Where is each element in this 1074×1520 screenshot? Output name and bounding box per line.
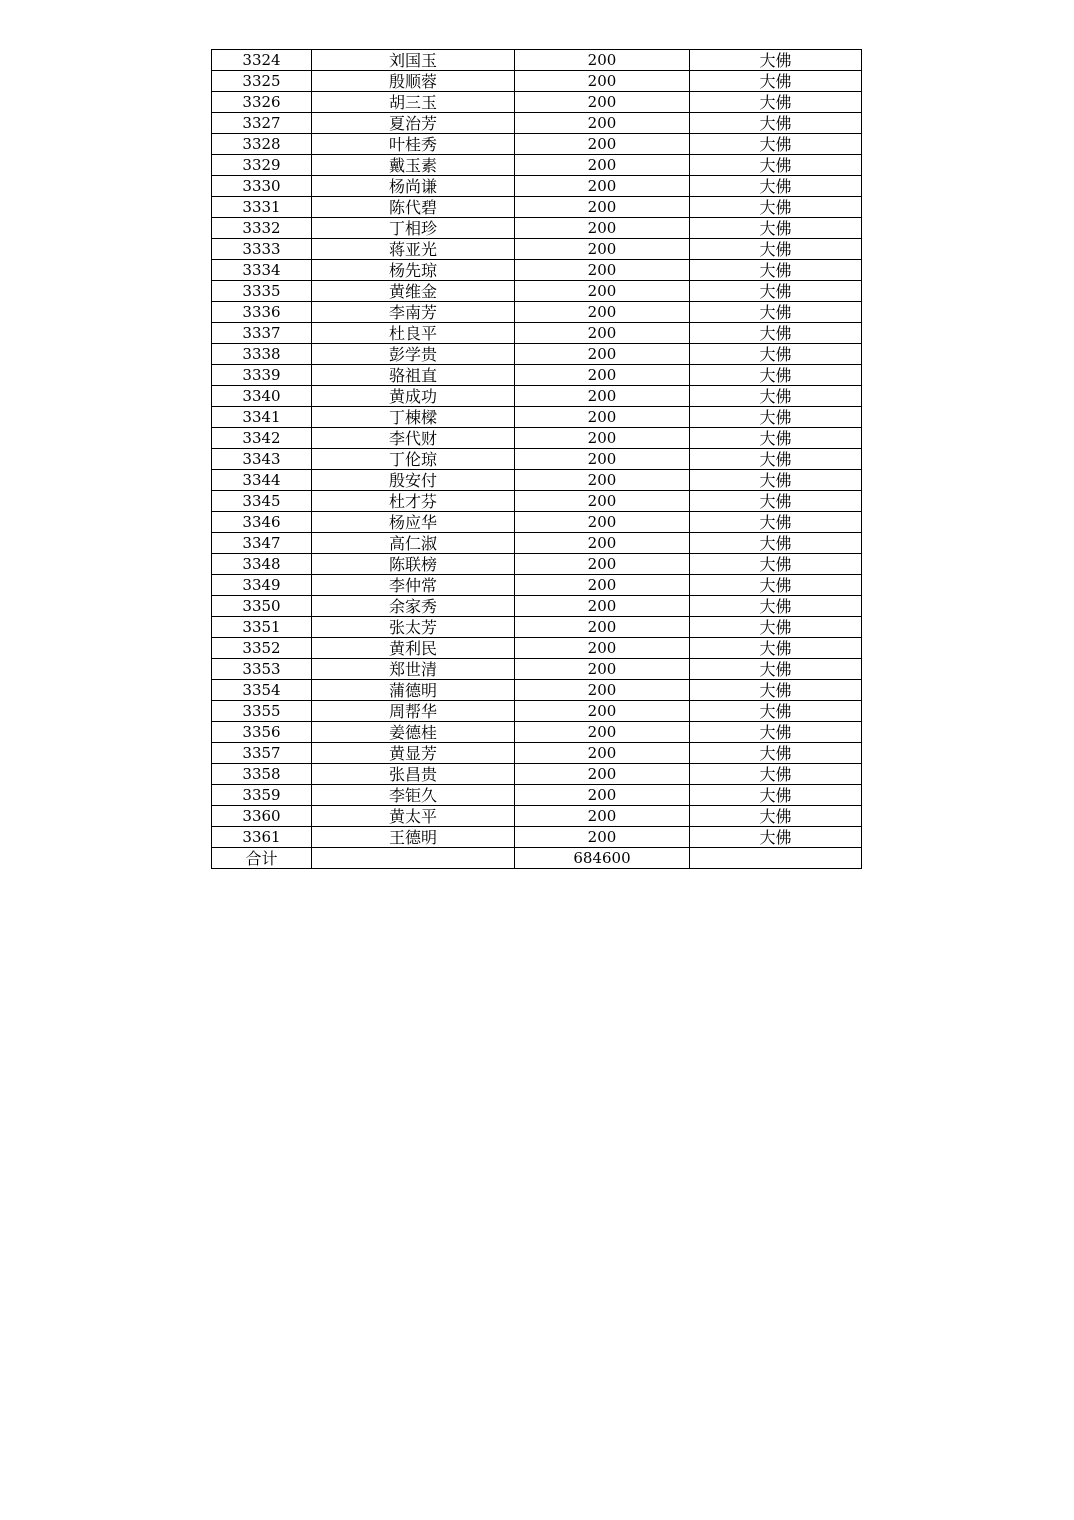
person-name-cell: 黄维金 xyxy=(312,281,515,302)
location-cell: 大佛 xyxy=(690,71,862,92)
table-row xyxy=(212,554,862,575)
table-row xyxy=(212,197,862,218)
person-name-cell: 蒋亚光 xyxy=(312,239,515,260)
table-row xyxy=(212,533,862,554)
row-number-cell: 3341 xyxy=(212,407,312,428)
row-number-cell: 3358 xyxy=(212,764,312,785)
table-row xyxy=(212,512,862,533)
location-cell: 大佛 xyxy=(690,701,862,722)
row-number-cell: 3332 xyxy=(212,218,312,239)
person-name-cell: 郑世清 xyxy=(312,659,515,680)
amount-cell: 200 xyxy=(515,260,690,281)
person-name-cell: 陈代碧 xyxy=(312,197,515,218)
location-cell: 大佛 xyxy=(690,302,862,323)
total-label: 合计 xyxy=(212,848,312,869)
person-name-cell: 杨应华 xyxy=(312,512,515,533)
table-row xyxy=(212,134,862,155)
row-number-cell: 3343 xyxy=(212,449,312,470)
row-number-cell: 3336 xyxy=(212,302,312,323)
location-cell: 大佛 xyxy=(690,596,862,617)
row-number-cell: 3361 xyxy=(212,827,312,848)
location-cell: 大佛 xyxy=(690,260,862,281)
location-cell: 大佛 xyxy=(690,134,862,155)
amount-cell: 200 xyxy=(515,50,690,71)
payment-table xyxy=(211,49,862,869)
amount-cell: 200 xyxy=(515,365,690,386)
total-name-cell xyxy=(312,848,515,869)
location-cell: 大佛 xyxy=(690,554,862,575)
amount-cell: 200 xyxy=(515,701,690,722)
amount-cell: 200 xyxy=(515,512,690,533)
total-location-cell xyxy=(690,848,862,869)
location-cell: 大佛 xyxy=(690,827,862,848)
person-name-cell: 杨尚谦 xyxy=(312,176,515,197)
table-row xyxy=(212,50,862,71)
row-number-cell: 3331 xyxy=(212,197,312,218)
table-row xyxy=(212,617,862,638)
row-number-cell: 3325 xyxy=(212,71,312,92)
amount-cell: 200 xyxy=(515,659,690,680)
location-cell: 大佛 xyxy=(690,659,862,680)
amount-cell: 200 xyxy=(515,827,690,848)
table-row xyxy=(212,218,862,239)
person-name-cell: 高仁淑 xyxy=(312,533,515,554)
table-row xyxy=(212,386,862,407)
row-number-cell: 3345 xyxy=(212,491,312,512)
location-cell: 大佛 xyxy=(690,365,862,386)
amount-cell: 200 xyxy=(515,134,690,155)
person-name-cell: 陈联榜 xyxy=(312,554,515,575)
row-number-cell: 3342 xyxy=(212,428,312,449)
amount-cell: 200 xyxy=(515,407,690,428)
table-body xyxy=(212,50,862,869)
row-number-cell: 3324 xyxy=(212,50,312,71)
table-row xyxy=(212,491,862,512)
row-number-cell: 3326 xyxy=(212,92,312,113)
amount-cell: 200 xyxy=(515,155,690,176)
location-cell: 大佛 xyxy=(690,512,862,533)
location-cell: 大佛 xyxy=(690,176,862,197)
row-number-cell: 3335 xyxy=(212,281,312,302)
table-row xyxy=(212,260,862,281)
person-name-cell: 黄太平 xyxy=(312,806,515,827)
amount-cell: 200 xyxy=(515,533,690,554)
amount-cell: 200 xyxy=(515,722,690,743)
location-cell: 大佛 xyxy=(690,407,862,428)
amount-cell: 200 xyxy=(515,680,690,701)
amount-cell: 200 xyxy=(515,92,690,113)
location-cell: 大佛 xyxy=(690,680,862,701)
person-name-cell: 张昌贵 xyxy=(312,764,515,785)
person-name-cell: 周帮华 xyxy=(312,701,515,722)
row-number-cell: 3327 xyxy=(212,113,312,134)
amount-cell: 200 xyxy=(515,617,690,638)
person-name-cell: 殷顺蓉 xyxy=(312,71,515,92)
table-row xyxy=(212,638,862,659)
amount-cell: 200 xyxy=(515,197,690,218)
table-row xyxy=(212,785,862,806)
amount-cell: 200 xyxy=(515,575,690,596)
row-number-cell: 3353 xyxy=(212,659,312,680)
location-cell: 大佛 xyxy=(690,239,862,260)
location-cell: 大佛 xyxy=(690,281,862,302)
table-row xyxy=(212,323,862,344)
person-name-cell: 殷安付 xyxy=(312,470,515,491)
table-row xyxy=(212,302,862,323)
person-name-cell: 李仲常 xyxy=(312,575,515,596)
table-row xyxy=(212,344,862,365)
person-name-cell: 夏治芳 xyxy=(312,113,515,134)
table-row xyxy=(212,827,862,848)
location-cell: 大佛 xyxy=(690,50,862,71)
person-name-cell: 丁伦琼 xyxy=(312,449,515,470)
row-number-cell: 3328 xyxy=(212,134,312,155)
location-cell: 大佛 xyxy=(690,722,862,743)
row-number-cell: 3340 xyxy=(212,386,312,407)
row-number-cell: 3334 xyxy=(212,260,312,281)
person-name-cell: 黄利民 xyxy=(312,638,515,659)
amount-cell: 200 xyxy=(515,596,690,617)
amount-cell: 200 xyxy=(515,239,690,260)
table-row xyxy=(212,155,862,176)
table-row xyxy=(212,239,862,260)
table-row xyxy=(212,92,862,113)
location-cell: 大佛 xyxy=(690,155,862,176)
location-cell: 大佛 xyxy=(690,533,862,554)
row-number-cell: 3338 xyxy=(212,344,312,365)
table-row xyxy=(212,428,862,449)
person-name-cell: 王德明 xyxy=(312,827,515,848)
row-number-cell: 3333 xyxy=(212,239,312,260)
person-name-cell: 杜才芬 xyxy=(312,491,515,512)
row-number-cell: 3346 xyxy=(212,512,312,533)
row-number-cell: 3348 xyxy=(212,554,312,575)
row-number-cell: 3354 xyxy=(212,680,312,701)
person-name-cell: 彭学贵 xyxy=(312,344,515,365)
table-row xyxy=(212,680,862,701)
table-row xyxy=(212,659,862,680)
row-number-cell: 3339 xyxy=(212,365,312,386)
person-name-cell: 蒲德明 xyxy=(312,680,515,701)
table-row xyxy=(212,71,862,92)
amount-cell: 200 xyxy=(515,71,690,92)
amount-cell: 200 xyxy=(515,281,690,302)
row-number-cell: 3355 xyxy=(212,701,312,722)
amount-cell: 200 xyxy=(515,344,690,365)
location-cell: 大佛 xyxy=(690,785,862,806)
amount-cell: 200 xyxy=(515,785,690,806)
location-cell: 大佛 xyxy=(690,806,862,827)
amount-cell: 200 xyxy=(515,428,690,449)
table-row xyxy=(212,449,862,470)
person-name-cell: 杨先琼 xyxy=(312,260,515,281)
amount-cell: 200 xyxy=(515,386,690,407)
amount-cell: 200 xyxy=(515,470,690,491)
location-cell: 大佛 xyxy=(690,617,862,638)
amount-cell: 200 xyxy=(515,113,690,134)
location-cell: 大佛 xyxy=(690,491,862,512)
row-number-cell: 3357 xyxy=(212,743,312,764)
table-row xyxy=(212,281,862,302)
amount-cell: 200 xyxy=(515,302,690,323)
row-number-cell: 3359 xyxy=(212,785,312,806)
person-name-cell: 骆祖直 xyxy=(312,365,515,386)
amount-cell: 200 xyxy=(515,638,690,659)
table-row xyxy=(212,596,862,617)
person-name-cell: 姜德桂 xyxy=(312,722,515,743)
person-name-cell: 刘国玉 xyxy=(312,50,515,71)
table-row xyxy=(212,575,862,596)
amount-cell: 200 xyxy=(515,743,690,764)
location-cell: 大佛 xyxy=(690,218,862,239)
amount-cell: 200 xyxy=(515,176,690,197)
table-row xyxy=(212,743,862,764)
row-number-cell: 3351 xyxy=(212,617,312,638)
amount-cell: 200 xyxy=(515,323,690,344)
table-row xyxy=(212,407,862,428)
table-row xyxy=(212,470,862,491)
total-amount: 684600 xyxy=(515,848,690,869)
person-name-cell: 李钜久 xyxy=(312,785,515,806)
location-cell: 大佛 xyxy=(690,197,862,218)
total-row xyxy=(212,848,862,869)
table-row xyxy=(212,113,862,134)
person-name-cell: 李代财 xyxy=(312,428,515,449)
person-name-cell: 李南芳 xyxy=(312,302,515,323)
person-name-cell: 丁棟樑 xyxy=(312,407,515,428)
location-cell: 大佛 xyxy=(690,428,862,449)
amount-cell: 200 xyxy=(515,806,690,827)
amount-cell: 200 xyxy=(515,449,690,470)
person-name-cell: 丁相珍 xyxy=(312,218,515,239)
location-cell: 大佛 xyxy=(690,344,862,365)
location-cell: 大佛 xyxy=(690,743,862,764)
amount-cell: 200 xyxy=(515,491,690,512)
person-name-cell: 余家秀 xyxy=(312,596,515,617)
person-name-cell: 叶桂秀 xyxy=(312,134,515,155)
row-number-cell: 3360 xyxy=(212,806,312,827)
table-row xyxy=(212,806,862,827)
person-name-cell: 戴玉素 xyxy=(312,155,515,176)
table-row xyxy=(212,764,862,785)
table-row xyxy=(212,722,862,743)
person-name-cell: 黄成功 xyxy=(312,386,515,407)
location-cell: 大佛 xyxy=(690,113,862,134)
location-cell: 大佛 xyxy=(690,470,862,491)
row-number-cell: 3330 xyxy=(212,176,312,197)
row-number-cell: 3349 xyxy=(212,575,312,596)
location-cell: 大佛 xyxy=(690,575,862,596)
person-name-cell: 张太芳 xyxy=(312,617,515,638)
amount-cell: 200 xyxy=(515,218,690,239)
location-cell: 大佛 xyxy=(690,638,862,659)
row-number-cell: 3337 xyxy=(212,323,312,344)
row-number-cell: 3329 xyxy=(212,155,312,176)
table-row xyxy=(212,176,862,197)
table-row xyxy=(212,701,862,722)
location-cell: 大佛 xyxy=(690,449,862,470)
amount-cell: 200 xyxy=(515,554,690,575)
location-cell: 大佛 xyxy=(690,764,862,785)
location-cell: 大佛 xyxy=(690,323,862,344)
table-row xyxy=(212,365,862,386)
person-name-cell: 胡三玉 xyxy=(312,92,515,113)
row-number-cell: 3352 xyxy=(212,638,312,659)
row-number-cell: 3344 xyxy=(212,470,312,491)
person-name-cell: 杜良平 xyxy=(312,323,515,344)
row-number-cell: 3350 xyxy=(212,596,312,617)
location-cell: 大佛 xyxy=(690,92,862,113)
row-number-cell: 3347 xyxy=(212,533,312,554)
location-cell: 大佛 xyxy=(690,386,862,407)
amount-cell: 200 xyxy=(515,764,690,785)
person-name-cell: 黄显芳 xyxy=(312,743,515,764)
row-number-cell: 3356 xyxy=(212,722,312,743)
